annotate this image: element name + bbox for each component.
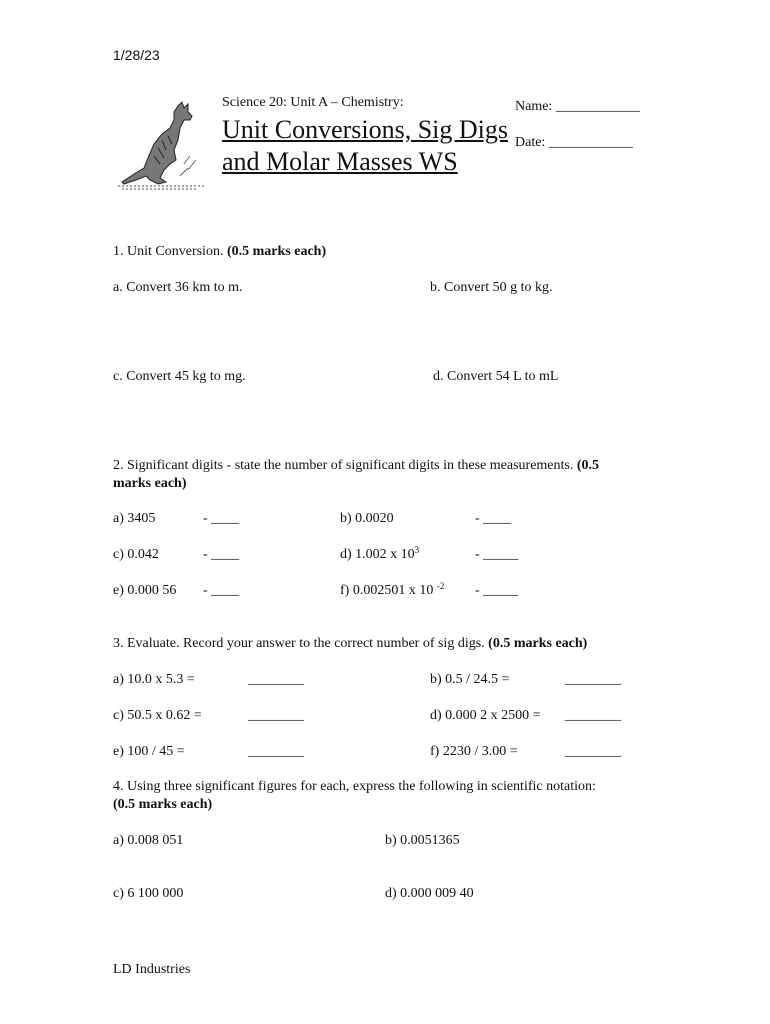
exponent: -2 xyxy=(436,581,445,591)
q4-marks: (0.5 marks each) xyxy=(113,797,213,812)
q1-item-c: c. Convert 45 kg to mg. xyxy=(113,369,246,384)
q1-item-b: b. Convert 50 g to kg. xyxy=(430,280,553,295)
date-field[interactable]: Date: ____________ xyxy=(515,135,633,150)
q2-item-label-with-exponent: f) 0.002501 x 10 $^{-2}$ xyxy=(340,581,445,598)
q3-item-label: b) 0.5 / 24.5 = xyxy=(430,672,510,687)
q4-item-b: b) 0.0051365 xyxy=(385,833,460,848)
q2-item-label: b) 0.0020 xyxy=(340,511,394,526)
q3-item-blank: ________ xyxy=(248,708,304,723)
q3-item-blank: ________ xyxy=(565,672,621,687)
q2-item-blank: - ____ xyxy=(203,547,240,562)
name-field[interactable]: Name: ____________ xyxy=(515,99,640,114)
q2-heading: 2. Significant digits - state the number of significant digits in these measurements. (0.5 xyxy=(113,458,600,473)
q3-item-blank: ________ xyxy=(565,744,621,759)
exponent: 3 xyxy=(414,545,420,555)
q3-item-label: e) 100 / 45 = xyxy=(113,744,185,759)
date-stamp: 1/28/23 xyxy=(113,47,160,63)
q1-item-a: a. Convert 36 km to m. xyxy=(113,280,243,295)
kangaroo-image xyxy=(118,100,208,192)
q4-heading: 4. Using three significant figures for each, express the following in scientific notation: xyxy=(113,779,596,794)
q2-item-blank: - ____ xyxy=(203,583,240,598)
q2-item-blank: - _____ xyxy=(475,547,519,562)
q3-item-blank: ________ xyxy=(248,672,304,687)
q3-item-blank: ________ xyxy=(248,744,304,759)
course-label: Science 20: Unit A – Chemistry: xyxy=(222,95,404,110)
page-title: Unit Conversions, Sig Digs and Molar Masses WS xyxy=(222,115,509,176)
q1-heading: 1. Unit Conversion. (0.5 marks each) xyxy=(113,244,327,259)
q2-item-label: a) 3405 xyxy=(113,511,156,526)
q2-marks: marks each) xyxy=(113,476,187,491)
q2-item-blank: - _____ xyxy=(475,583,519,598)
q3-item-label: a) 10.0 x 5.3 = xyxy=(113,672,195,687)
q4-item-d: d) 0.000 009 40 xyxy=(385,886,474,901)
q2-item-label-with-exponent: d) 1.002 x $10^3$ xyxy=(340,545,420,562)
q3-item-label: d) 0.000 2 x 2500 = xyxy=(430,708,541,723)
q2-item-blank: - ____ xyxy=(203,511,240,526)
q4-item-c: c) 6 100 000 xyxy=(113,886,184,901)
q4-item-a: a) 0.008 051 xyxy=(113,833,184,848)
footer-text: LD Industries xyxy=(113,962,191,977)
q1-item-d: d. Convert 54 L to mL xyxy=(433,369,559,384)
q3-heading: 3. Evaluate. Record your answer to the correct number of sig digs. (0.5 marks each) xyxy=(113,636,588,651)
q2-item-label: e) 0.000 56 xyxy=(113,583,177,598)
q3-item-label: c) 50.5 x 0.62 = xyxy=(113,708,202,723)
q3-item-blank: ________ xyxy=(565,708,621,723)
q2-item-blank: - ____ xyxy=(475,511,512,526)
q2-item-label: c) 0.042 xyxy=(113,547,159,562)
q3-item-label: f) 2230 / 3.00 = xyxy=(430,744,518,759)
